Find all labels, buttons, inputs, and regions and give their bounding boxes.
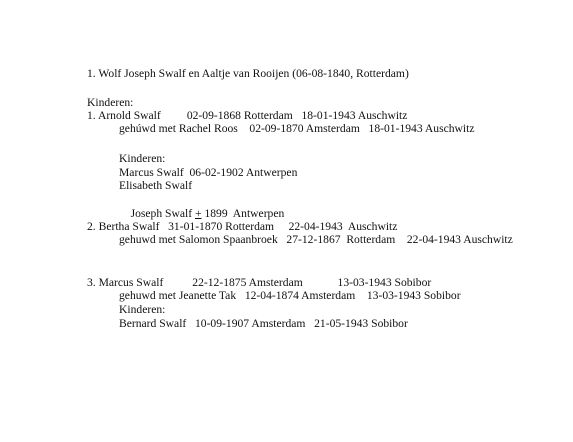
entry-3-spouse: gehuwd met Jeanette Tak 12-04-1874 Amsterdam 13-03-1943 Sobibor — [119, 289, 461, 302]
entry-1-children-label: Kinderen: — [119, 152, 166, 165]
entry-3-child-1: Bernard Swalf 10-09-1907 Amsterdam 21-05-1943 Sobibor — [119, 317, 408, 330]
entry-1-child-3-prefix: Joseph Swalf — [130, 207, 195, 220]
entry-1-child-1: Marcus Swalf 06-02-1902 Antwerpen — [119, 166, 298, 179]
entry-2-spouse: gehuwd met Salomon Spaanbroek 27-12-1867 Rotterdam 22-04-1943 Auschwitz — [119, 233, 513, 246]
document-heading: 1. Wolf Joseph Swalf en Aaltje van Rooijen (06-08-1840, Rotterdam) — [87, 67, 409, 80]
entry-3-line: 3. Marcus Swalf 22-12-1875 Amsterdam 13-03-1943 Sobibor — [87, 276, 432, 289]
kinderen-label: Kinderen: — [87, 96, 134, 109]
entry-1-spouse: gehúwd met Rachel Roos 02-09-1870 Amsterdam 18-01-1943 Auschwitz — [119, 122, 475, 135]
entry-1-child-3-suffix: 1899 Antwerpen — [201, 207, 285, 220]
plus-icon: + — [195, 207, 202, 220]
entry-1-line: 1. Arnold Swalf 02-09-1868 Rotterdam 18-01-1943 Auschwitz — [87, 109, 408, 122]
entry-2-line: 2. Bertha Swalf 31-01-1870 Rotterdam 22-04-1943 Auschwitz — [87, 220, 398, 233]
entry-1-child-2: Elisabeth Swalf — [119, 179, 193, 192]
entry-3-children-label: Kinderen: — [119, 303, 166, 316]
